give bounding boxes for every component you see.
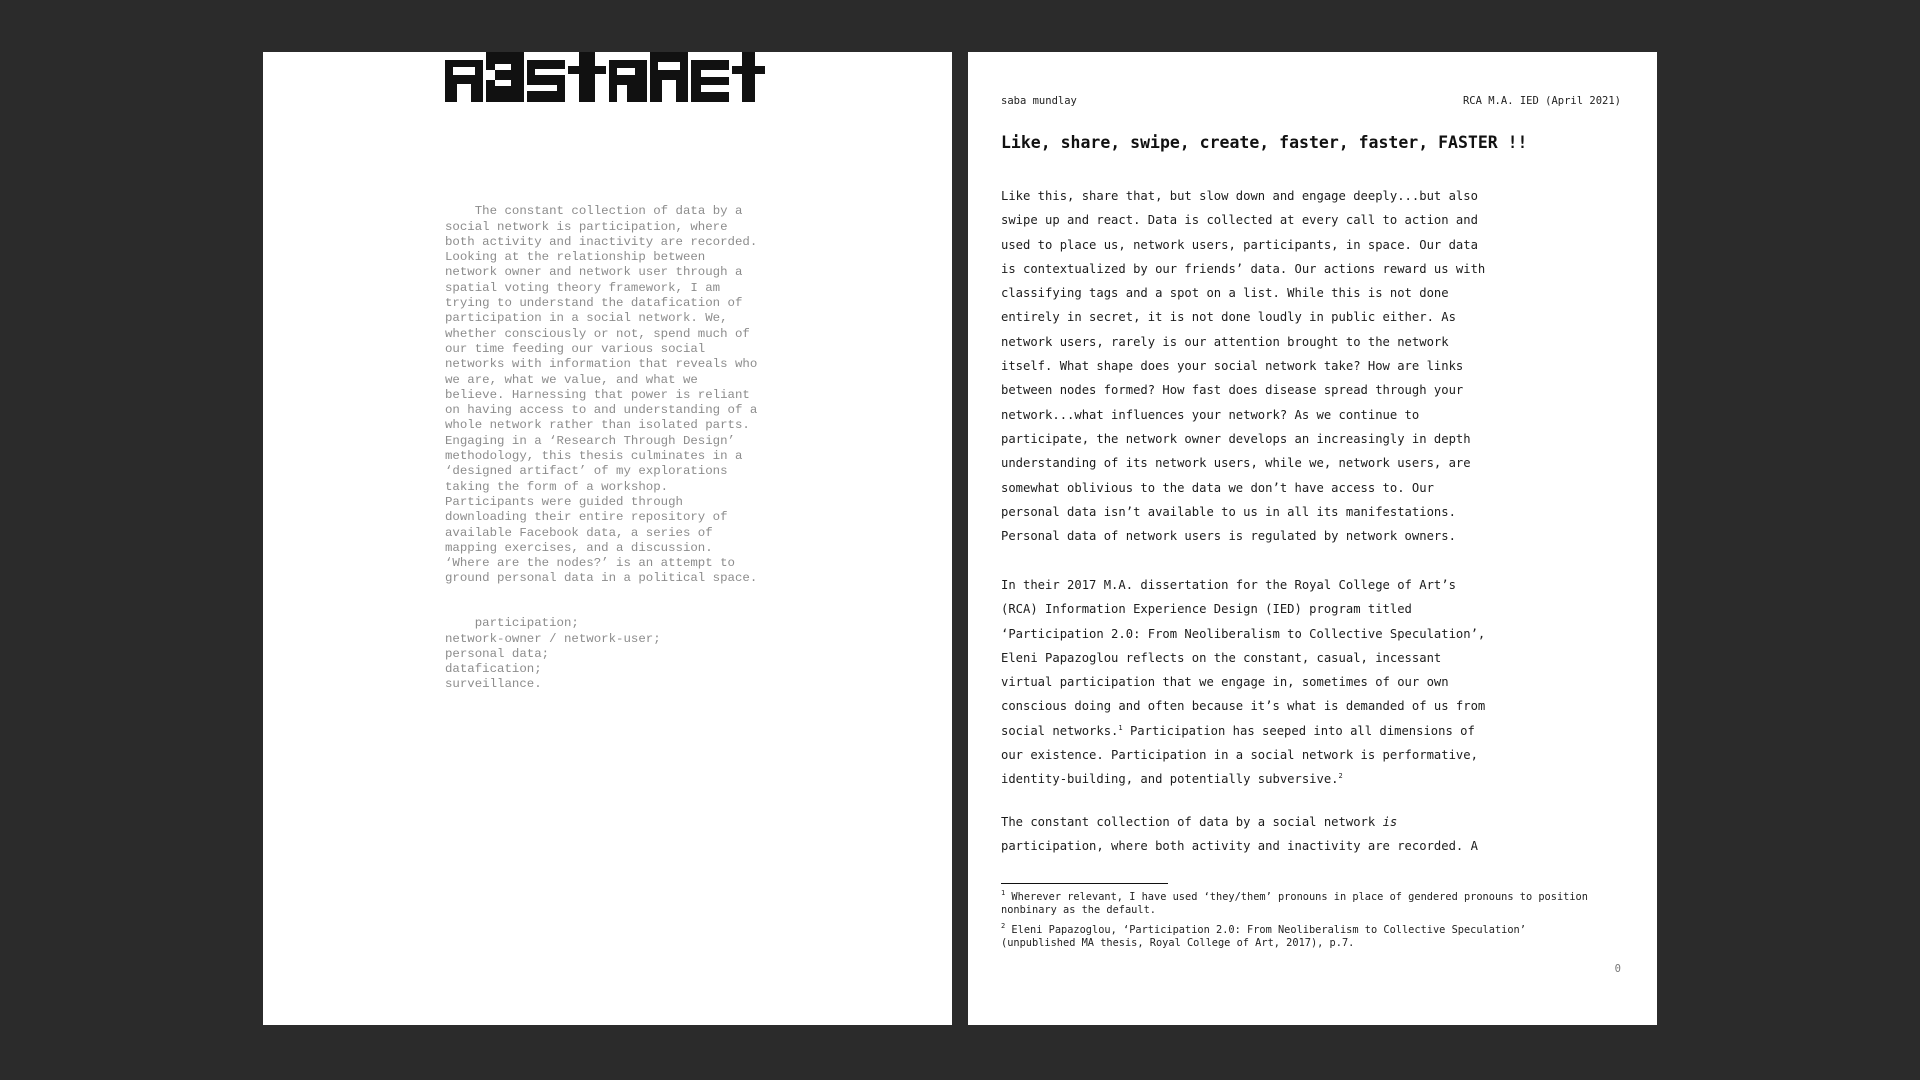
footnote-2 xyxy=(1001,924,1621,950)
abstract-line: downloading their entire repository of xyxy=(445,510,728,525)
abstract-line: Engaging in a ‘Research Through Design’ xyxy=(445,433,735,448)
footnote-1 xyxy=(1001,891,1621,917)
text-fragment: identity-building, and potentially subversive. xyxy=(1001,772,1339,787)
abstract-line: believe. Harnessing that power is reliant xyxy=(445,387,750,402)
text-line xyxy=(1001,719,1561,743)
abstract-line: on having access to and understanding of a xyxy=(445,403,758,418)
text-line: between nodes formed? How fast does disease spread through your xyxy=(1001,383,1464,398)
text-line: participation, where both activity and inactivity are recorded. A xyxy=(1001,839,1478,854)
keyword: surveillance. xyxy=(445,677,542,692)
text-fragment: social networks. xyxy=(1001,723,1119,738)
abstract-line: The constant collection of data by a xyxy=(474,204,743,219)
abstract-line: ‘designed artifact’ of my explorations xyxy=(445,464,728,479)
right-page xyxy=(968,52,1657,1025)
footnote-line: (unpublished MA thesis, Royal College of Art, 2017), p.7. xyxy=(1001,937,1355,950)
keyword: personal data; xyxy=(445,646,550,661)
text-line: classifying tags and a spot on a list. While this is not done xyxy=(1001,286,1449,301)
abstract-line: whether consciously or not, spend much of xyxy=(445,326,750,341)
text-line: (RCA) Information Experience Design (IED) program titled xyxy=(1001,602,1412,617)
text-line: ‘Participation 2.0: From Neoliberalism to Collective Speculation’, xyxy=(1001,626,1486,641)
text-line: itself. What shape does your social network take? How are links xyxy=(1001,359,1464,374)
footnote-number: 1 xyxy=(1001,889,1006,897)
emphasis-text: is xyxy=(1382,815,1398,829)
abstract-line: trying to understand the datafication of xyxy=(445,296,743,311)
footnote-line xyxy=(1001,891,1621,904)
text-line xyxy=(1001,810,1561,834)
text-line: Like this, share that, but slow down and engage deeply...but also xyxy=(1001,189,1478,203)
footnote-divider xyxy=(1001,883,1168,884)
text-fragment: The constant collection of data by a social network xyxy=(1001,815,1383,829)
text-line: somewhat oblivious to the data we don’t have access to. Our xyxy=(1001,480,1434,495)
footnote-line: nonbinary as the default. xyxy=(1001,904,1156,917)
paragraph-2 xyxy=(1001,573,1561,792)
footnote-number: 2 xyxy=(1001,922,1006,930)
text-line: is contextualized by our friends’ data. Our actions reward us with xyxy=(1001,261,1486,276)
keyword: datafication; xyxy=(445,662,542,677)
abstract-line: methodology, this thesis culminates in a xyxy=(445,449,743,464)
text-line: virtual participation that we engage in, sometimes of our own xyxy=(1001,675,1449,690)
abstract-text xyxy=(445,189,785,602)
text-line: understanding of its network users, while we, network users, are xyxy=(1001,456,1471,471)
keyword: network-owner / network-user; xyxy=(445,631,661,646)
text-fragment: Wherever relevant, I have used ‘they/them’ pronouns in place of gendered pronouns to position xyxy=(1005,891,1588,903)
abstract-line: mapping exercises, and a discussion. xyxy=(445,540,713,555)
keywords-list xyxy=(445,601,785,708)
abstract-line: network owner and network user through a xyxy=(445,265,743,280)
text-line: our existence. Participation in a social network is performative, xyxy=(1001,748,1478,763)
page-number: 0 xyxy=(1614,963,1621,975)
keyword: participation; xyxy=(474,616,579,631)
abstract-title-logo xyxy=(445,52,765,102)
text-line xyxy=(1001,767,1561,791)
text-line: In their 2017 M.A. dissertation for the Royal College of Art’s xyxy=(1001,578,1456,592)
abstract-line: networks with information that reveals who xyxy=(445,357,758,372)
footnote-ref-2[interactable]: 2 xyxy=(1338,772,1343,781)
abstract-line: available Facebook data, a series of xyxy=(445,525,713,540)
paragraph-1 xyxy=(1001,184,1561,548)
text-line: entirely in secret, it is not done loudly in public either. As xyxy=(1001,310,1456,325)
text-line: Personal data of network users is regulated by network owners. xyxy=(1001,529,1456,544)
text-line: Eleni Papazoglou reflects on the constant, casual, incessant xyxy=(1001,650,1442,665)
text-fragment: Eleni Papazoglou, ‘Participation 2.0: From Neoliberalism to Collective Speculation’ xyxy=(1005,924,1526,936)
abstract-line: our time feeding our various social xyxy=(445,341,706,356)
abstract-line: whole network rather than isolated parts. xyxy=(445,418,750,433)
text-line: participate, the network owner develops an increasingly in depth xyxy=(1001,431,1471,446)
abstract-line: both activity and inactivity are recorded. xyxy=(445,234,758,249)
abstract-line: Participants were guided through xyxy=(445,494,683,509)
footnote-ref-1[interactable]: 1 xyxy=(1118,723,1123,732)
left-page xyxy=(263,52,952,1025)
abstract-line: taking the form of a workshop. xyxy=(445,479,669,494)
paragraph-3 xyxy=(1001,810,1561,859)
text-line: swipe up and react. Data is collected at every call to action and xyxy=(1001,213,1478,228)
abstract-line: we are, what we value, and what we xyxy=(445,372,698,387)
section-heading: Like, share, swipe, create, faster, faster, FASTER !! xyxy=(1001,133,1528,152)
text-line: conscious doing and often because it’s what is demanded of us from xyxy=(1001,699,1486,714)
text-line: network...what influences your network? As we continue to xyxy=(1001,407,1420,422)
text-line: used to place us, network users, participants, in space. Our data xyxy=(1001,237,1478,252)
footnote-line xyxy=(1001,924,1621,937)
header-author: saba mundlay xyxy=(1001,95,1077,107)
abstract-line: participation in a social network. We, xyxy=(445,311,728,326)
abstract-line: ‘Where are the nodes?’ is an attempt to xyxy=(445,556,735,571)
abstract-line: social network is participation, where xyxy=(445,219,728,234)
abstract-line: Looking at the relationship between xyxy=(445,250,706,265)
text-fragment: Participation has seeped into all dimensions of xyxy=(1122,723,1475,738)
header-program: RCA M.A. IED (April 2021) xyxy=(1462,95,1621,107)
text-line: network users, rarely is our attention brought to the network xyxy=(1001,334,1449,349)
abstract-line: ground personal data in a political space. xyxy=(445,571,758,586)
abstract-line: spatial voting theory framework, I am xyxy=(445,280,721,295)
text-line: personal data isn’t available to us in all its manifestations. xyxy=(1001,504,1456,519)
